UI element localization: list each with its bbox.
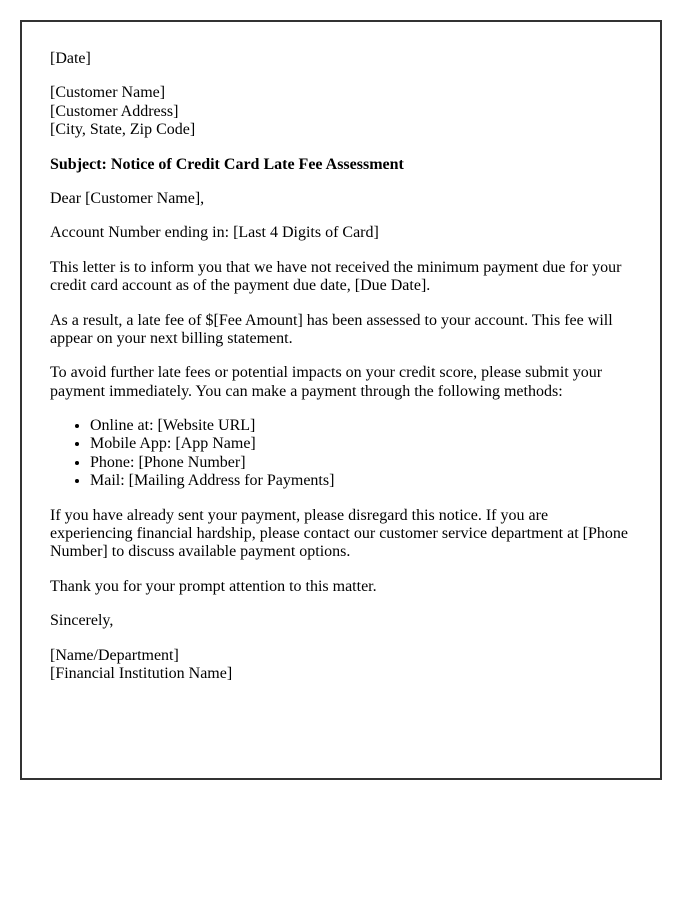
subject-line: Subject: Notice of Credit Card Late Fee Assessment (50, 155, 404, 173)
account-number-line: Account Number ending in: [Last 4 Digits of Card] (50, 224, 379, 242)
signature-institution: [Financial Institution Name] (50, 664, 233, 682)
letter-document (20, 20, 662, 780)
payment-method-mobile-app: • Mobile App: [App Name] (90, 435, 632, 453)
signature-name-department: [Name/Department] (50, 646, 179, 664)
recipient-address: [Customer Address] (50, 102, 179, 120)
paragraph-late-fee-assessed: As a result, a late fee of $[Fee Amount] has been assessed to your account. This fee will appear on your next billing statement. (50, 311, 613, 347)
paragraph-payment-methods-intro: To avoid further late fees or potential impacts on your credit score, please submit your payment immediately. You can make a payment through the following methods: (50, 364, 603, 400)
payment-methods-list (50, 417, 632, 491)
salutation: Dear [Customer Name], (50, 189, 205, 207)
paragraph-late-payment-notice: This letter is to inform you that we have not received the minimum payment due for your credit card account as of the payment due date, [Due Date]. (50, 258, 622, 295)
recipient-name: [Customer Name] (50, 84, 166, 102)
payment-method-mail: • Mail: [Mailing Address for Payments] (90, 472, 632, 490)
signature-block (50, 647, 632, 684)
paragraph-disregard-notice: If you have already sent your payment, please disregard this notice. If you are experiencing financial hardship, please contact our customer service department at [Phone Number] to discuss available payment options. (50, 506, 628, 561)
payment-method-online: • Online at: [Website URL] (90, 417, 632, 435)
payment-method-phone: • Phone: [Phone Number] (90, 454, 632, 472)
closing: Sincerely, (50, 612, 114, 630)
recipient-block (50, 84, 632, 139)
recipient-city-state-zip: [City, State, Zip Code] (50, 121, 196, 139)
date-line: [Date] (50, 50, 91, 67)
paragraph-thank-you: Thank you for your prompt attention to this matter. (50, 577, 377, 595)
